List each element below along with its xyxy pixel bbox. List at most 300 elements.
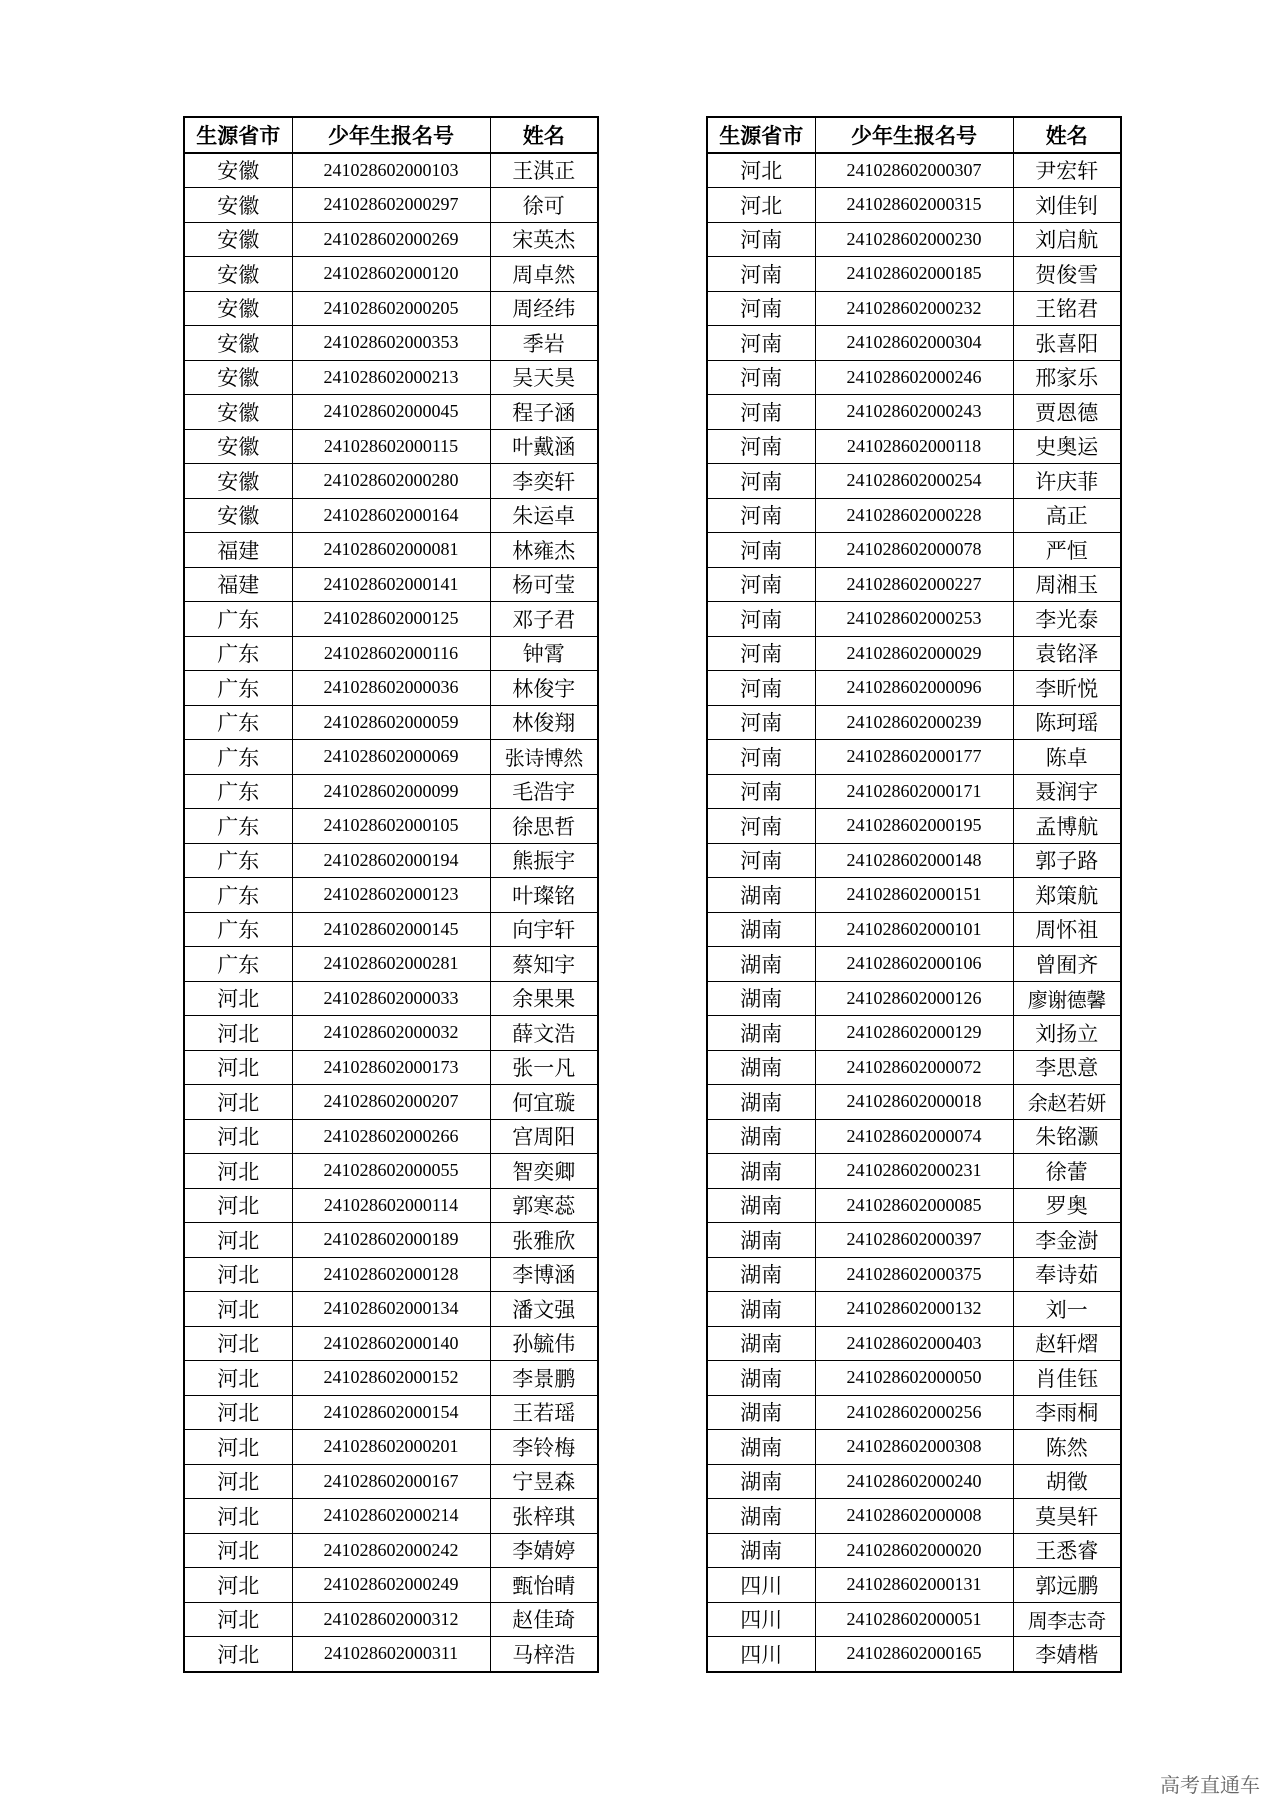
cell-number: 241028602000018: [815, 1085, 1013, 1120]
table-row: [707, 636, 1121, 671]
cell-name: 智奕卿: [490, 1154, 598, 1189]
cell-number: 241028602000207: [292, 1085, 490, 1120]
table-row: [707, 291, 1121, 326]
cell-province: 湖南: [707, 1361, 815, 1396]
cell-province: 湖南: [707, 1223, 815, 1258]
cell-name: 徐可: [490, 188, 598, 223]
table-row: [184, 947, 598, 982]
cell-province: 河南: [707, 843, 815, 878]
header-number: 少年生报名号: [292, 117, 490, 153]
cell-number: 241028602000253: [815, 602, 1013, 637]
table-row: [184, 1637, 598, 1672]
header-number: 少年生报名号: [815, 117, 1013, 153]
cell-name: 向宇轩: [490, 912, 598, 947]
cell-number: 241028602000099: [292, 774, 490, 809]
cell-number: 241028602000201: [292, 1430, 490, 1465]
cell-number: 241028602000072: [815, 1050, 1013, 1085]
table-row: [184, 878, 598, 913]
cell-number: 241028602000307: [815, 153, 1013, 188]
table-row: [184, 1188, 598, 1223]
table-row: [184, 153, 598, 188]
table-row: [707, 1016, 1121, 1051]
cell-province: 湖南: [707, 1464, 815, 1499]
cell-number: 241028602000103: [292, 153, 490, 188]
table-header-row: [707, 117, 1121, 153]
cell-number: 241028602000045: [292, 395, 490, 430]
cell-number: 241028602000008: [815, 1499, 1013, 1534]
cell-name: 尹宏轩: [1013, 153, 1121, 188]
cell-number: 241028602000118: [815, 429, 1013, 464]
cell-province: 河北: [184, 1257, 292, 1292]
cell-number: 241028602000050: [815, 1361, 1013, 1396]
cell-number: 241028602000151: [815, 878, 1013, 913]
table-row: [707, 1430, 1121, 1465]
cell-province: 湖南: [707, 1257, 815, 1292]
cell-name: 刘扬立: [1013, 1016, 1121, 1051]
cell-number: 241028602000128: [292, 1257, 490, 1292]
cell-number: 241028602000152: [292, 1361, 490, 1396]
cell-name: 甄怡晴: [490, 1568, 598, 1603]
cell-province: 河北: [184, 1533, 292, 1568]
table-row: [707, 1361, 1121, 1396]
cell-name: 王淇正: [490, 153, 598, 188]
table-row: [184, 291, 598, 326]
cell-number: 241028602000069: [292, 740, 490, 775]
cell-province: 安徽: [184, 153, 292, 188]
cell-name: 曾囿齐: [1013, 947, 1121, 982]
cell-number: 241028602000280: [292, 464, 490, 499]
cell-province: 广东: [184, 774, 292, 809]
cell-number: 241028602000232: [815, 291, 1013, 326]
cell-province: 湖南: [707, 981, 815, 1016]
cell-name: 李光泰: [1013, 602, 1121, 637]
cell-number: 241028602000231: [815, 1154, 1013, 1189]
cell-name: 袁铭泽: [1013, 636, 1121, 671]
cell-number: 241028602000189: [292, 1223, 490, 1258]
table-row: [707, 1637, 1121, 1672]
cell-number: 241028602000020: [815, 1533, 1013, 1568]
header-name: 姓名: [1013, 117, 1121, 153]
header-province: 生源省市: [184, 117, 292, 153]
table-row: [184, 981, 598, 1016]
cell-name: 李昕悦: [1013, 671, 1121, 706]
cell-name: 李景鹏: [490, 1361, 598, 1396]
watermark-text: 高考直通车: [1160, 1773, 1260, 1797]
cell-province: 河南: [707, 602, 815, 637]
table-row: [707, 326, 1121, 361]
cell-province: 广东: [184, 912, 292, 947]
cell-name: 李金澍: [1013, 1223, 1121, 1258]
cell-province: 安徽: [184, 360, 292, 395]
table-row: [707, 981, 1121, 1016]
cell-name: 李雨桐: [1013, 1395, 1121, 1430]
cell-name: 宋英杰: [490, 222, 598, 257]
table-row: [707, 843, 1121, 878]
cell-name: 郑策航: [1013, 878, 1121, 913]
cell-name: 陈然: [1013, 1430, 1121, 1465]
cell-name: 叶璨铭: [490, 878, 598, 913]
cell-province: 广东: [184, 705, 292, 740]
table-row: [184, 1085, 598, 1120]
table-row: [184, 1464, 598, 1499]
cell-province: 河北: [184, 1361, 292, 1396]
cell-number: 241028602000032: [292, 1016, 490, 1051]
table-row: [707, 533, 1121, 568]
table-row: [184, 705, 598, 740]
table-row: [707, 1050, 1121, 1085]
cell-province: 河南: [707, 360, 815, 395]
table-row: [707, 1085, 1121, 1120]
table-row: [184, 257, 598, 292]
cell-number: 241028602000129: [815, 1016, 1013, 1051]
cell-number: 241028602000312: [292, 1602, 490, 1637]
cell-name: 张喜阳: [1013, 326, 1121, 361]
cell-number: 241028602000106: [815, 947, 1013, 982]
cell-number: 241028602000256: [815, 1395, 1013, 1430]
cell-name: 奉诗茹: [1013, 1257, 1121, 1292]
table-row: [707, 1568, 1121, 1603]
table-row: [184, 188, 598, 223]
cell-name: 肖佳钰: [1013, 1361, 1121, 1396]
cell-province: 河北: [184, 1085, 292, 1120]
cell-name: 马梓浩: [490, 1637, 598, 1672]
cell-name: 李奕轩: [490, 464, 598, 499]
cell-name: 林俊翔: [490, 705, 598, 740]
cell-name: 杨可莹: [490, 567, 598, 602]
cell-province: 安徽: [184, 429, 292, 464]
header-name: 姓名: [490, 117, 598, 153]
cell-province: 湖南: [707, 1430, 815, 1465]
cell-number: 241028602000167: [292, 1464, 490, 1499]
table-row: [707, 912, 1121, 947]
cell-name: 徐蕾: [1013, 1154, 1121, 1189]
table-header-row: [184, 117, 598, 153]
cell-province: 湖南: [707, 1016, 815, 1051]
cell-number: 241028602000266: [292, 1119, 490, 1154]
table-row: [184, 395, 598, 430]
cell-province: 河北: [184, 1602, 292, 1637]
roster-body-left: [184, 153, 598, 1672]
table-row: [707, 257, 1121, 292]
cell-name: 周湘玉: [1013, 567, 1121, 602]
cell-name: 王铭君: [1013, 291, 1121, 326]
cell-number: 241028602000123: [292, 878, 490, 913]
cell-name: 邓子君: [490, 602, 598, 637]
cell-province: 河南: [707, 429, 815, 464]
cell-name: 孙毓伟: [490, 1326, 598, 1361]
table-row: [707, 395, 1121, 430]
roster-body-right: [707, 153, 1121, 1672]
cell-number: 241028602000281: [292, 947, 490, 982]
cell-number: 241028602000304: [815, 326, 1013, 361]
cell-name: 熊振宇: [490, 843, 598, 878]
table-row: [184, 1395, 598, 1430]
cell-province: 河北: [184, 1430, 292, 1465]
cell-number: 241028602000164: [292, 498, 490, 533]
table-row: [184, 498, 598, 533]
cell-province: 河南: [707, 498, 815, 533]
cell-number: 241028602000205: [292, 291, 490, 326]
cell-number: 241028602000036: [292, 671, 490, 706]
cell-name: 蔡知宇: [490, 947, 598, 982]
cell-province: 河北: [184, 1464, 292, 1499]
table-row: [707, 567, 1121, 602]
cell-province: 河北: [184, 1119, 292, 1154]
cell-number: 241028602000085: [815, 1188, 1013, 1223]
table-row: [707, 809, 1121, 844]
cell-name: 胡徵: [1013, 1464, 1121, 1499]
cell-province: 河南: [707, 636, 815, 671]
cell-number: 241028602000114: [292, 1188, 490, 1223]
cell-number: 241028602000353: [292, 326, 490, 361]
cell-name: 林俊宇: [490, 671, 598, 706]
cell-name: 吴天昊: [490, 360, 598, 395]
cell-number: 241028602000165: [815, 1637, 1013, 1672]
cell-name: 郭寒蕊: [490, 1188, 598, 1223]
table-row: [184, 1119, 598, 1154]
cell-province: 河南: [707, 257, 815, 292]
cell-name: 张雅欣: [490, 1223, 598, 1258]
cell-name: 林雍杰: [490, 533, 598, 568]
cell-name: 潘文强: [490, 1292, 598, 1327]
cell-name: 廖谢德馨: [1013, 981, 1121, 1016]
cell-name: 聂润宇: [1013, 774, 1121, 809]
cell-name: 陈卓: [1013, 740, 1121, 775]
cell-province: 湖南: [707, 1085, 815, 1120]
cell-name: 刘启航: [1013, 222, 1121, 257]
cell-number: 241028602000029: [815, 636, 1013, 671]
cell-name: 莫昊轩: [1013, 1499, 1121, 1534]
cell-name: 贾恩德: [1013, 395, 1121, 430]
cell-name: 郭子路: [1013, 843, 1121, 878]
cell-province: 安徽: [184, 257, 292, 292]
table-row: [184, 1499, 598, 1534]
cell-number: 241028602000185: [815, 257, 1013, 292]
table-row: [184, 671, 598, 706]
cell-number: 241028602000126: [815, 981, 1013, 1016]
cell-province: 湖南: [707, 1119, 815, 1154]
cell-province: 河北: [184, 1050, 292, 1085]
cell-province: 河南: [707, 567, 815, 602]
cell-number: 241028602000120: [292, 257, 490, 292]
table-row: [707, 740, 1121, 775]
cell-number: 241028602000173: [292, 1050, 490, 1085]
table-row: [184, 740, 598, 775]
cell-province: 广东: [184, 671, 292, 706]
cell-number: 241028602000254: [815, 464, 1013, 499]
cell-number: 241028602000243: [815, 395, 1013, 430]
table-row: [184, 843, 598, 878]
table-row: [184, 1361, 598, 1396]
cell-number: 241028602000246: [815, 360, 1013, 395]
table-row: [707, 1326, 1121, 1361]
cell-province: 广东: [184, 878, 292, 913]
table-row: [184, 567, 598, 602]
cell-name: 邢家乐: [1013, 360, 1121, 395]
cell-province: 河北: [184, 1326, 292, 1361]
table-row: [184, 1050, 598, 1085]
cell-number: 241028602000145: [292, 912, 490, 947]
cell-province: 湖南: [707, 1533, 815, 1568]
cell-province: 湖南: [707, 1499, 815, 1534]
cell-name: 宁昱森: [490, 1464, 598, 1499]
table-row: [707, 188, 1121, 223]
table-row: [184, 1016, 598, 1051]
table-row: [184, 1430, 598, 1465]
table-row: [184, 1257, 598, 1292]
cell-province: 河南: [707, 671, 815, 706]
cell-name: 史奥运: [1013, 429, 1121, 464]
cell-number: 241028602000096: [815, 671, 1013, 706]
table-row: [184, 1326, 598, 1361]
table-row: [184, 1223, 598, 1258]
table-row: [184, 222, 598, 257]
cell-name: 徐思哲: [490, 809, 598, 844]
cell-name: 何宜璇: [490, 1085, 598, 1120]
cell-number: 241028602000311: [292, 1637, 490, 1672]
table-row: [184, 1602, 598, 1637]
table-row: [707, 429, 1121, 464]
cell-province: 四川: [707, 1568, 815, 1603]
cell-province: 河南: [707, 533, 815, 568]
cell-province: 湖南: [707, 878, 815, 913]
cell-number: 241028602000214: [292, 1499, 490, 1534]
cell-name: 张诗博然: [490, 740, 598, 775]
table-row: [184, 326, 598, 361]
cell-name: 贺俊雪: [1013, 257, 1121, 292]
table-row: [707, 1257, 1121, 1292]
cell-number: 241028602000308: [815, 1430, 1013, 1465]
cell-number: 241028602000269: [292, 222, 490, 257]
table-row: [707, 705, 1121, 740]
cell-province: 湖南: [707, 1188, 815, 1223]
cell-province: 湖南: [707, 912, 815, 947]
cell-province: 河南: [707, 774, 815, 809]
cell-province: 河北: [184, 1016, 292, 1051]
table-row: [707, 1499, 1121, 1534]
cell-name: 毛浩宇: [490, 774, 598, 809]
cell-province: 湖南: [707, 1395, 815, 1430]
cell-province: 河北: [184, 1188, 292, 1223]
cell-province: 河北: [184, 1395, 292, 1430]
cell-number: 241028602000240: [815, 1464, 1013, 1499]
cell-number: 241028602000228: [815, 498, 1013, 533]
cell-name: 程子涵: [490, 395, 598, 430]
cell-number: 241028602000194: [292, 843, 490, 878]
cell-province: 河南: [707, 809, 815, 844]
cell-name: 李思意: [1013, 1050, 1121, 1085]
cell-province: 河南: [707, 222, 815, 257]
cell-name: 钟霄: [490, 636, 598, 671]
cell-number: 241028602000397: [815, 1223, 1013, 1258]
table-row: [707, 878, 1121, 913]
cell-province: 河南: [707, 395, 815, 430]
cell-name: 朱铭灏: [1013, 1119, 1121, 1154]
cell-name: 李婧婷: [490, 1533, 598, 1568]
cell-number: 241028602000134: [292, 1292, 490, 1327]
table-row: [707, 1395, 1121, 1430]
cell-name: 严恒: [1013, 533, 1121, 568]
cell-name: 高正: [1013, 498, 1121, 533]
table-row: [184, 533, 598, 568]
cell-name: 张一凡: [490, 1050, 598, 1085]
cell-province: 河北: [184, 981, 292, 1016]
cell-province: 广东: [184, 602, 292, 637]
cell-number: 241028602000141: [292, 567, 490, 602]
table-row: [184, 464, 598, 499]
cell-province: 河南: [707, 705, 815, 740]
cell-province: 河北: [184, 1223, 292, 1258]
cell-number: 241028602000315: [815, 188, 1013, 223]
cell-name: 叶戴涵: [490, 429, 598, 464]
table-row: [184, 1292, 598, 1327]
cell-province: 湖南: [707, 1326, 815, 1361]
cell-name: 周经纬: [490, 291, 598, 326]
cell-number: 241028602000131: [815, 1568, 1013, 1603]
cell-number: 241028602000033: [292, 981, 490, 1016]
cell-province: 安徽: [184, 498, 292, 533]
cell-province: 广东: [184, 947, 292, 982]
cell-province: 安徽: [184, 222, 292, 257]
cell-number: 241028602000059: [292, 705, 490, 740]
cell-number: 241028602000055: [292, 1154, 490, 1189]
table-row: [707, 602, 1121, 637]
table-row: [184, 1154, 598, 1189]
cell-province: 河南: [707, 464, 815, 499]
cell-name: 张梓琪: [490, 1499, 598, 1534]
cell-province: 河南: [707, 291, 815, 326]
cell-number: 241028602000101: [815, 912, 1013, 947]
cell-name: 余赵若妍: [1013, 1085, 1121, 1120]
cell-province: 河北: [707, 188, 815, 223]
cell-province: 河北: [184, 1568, 292, 1603]
cell-number: 241028602000105: [292, 809, 490, 844]
cell-province: 湖南: [707, 1050, 815, 1085]
table-row: [707, 1119, 1121, 1154]
table-row: [707, 1292, 1121, 1327]
cell-name: 刘佳钊: [1013, 188, 1121, 223]
table-row: [707, 360, 1121, 395]
cell-number: 241028602000078: [815, 533, 1013, 568]
header-province: 生源省市: [707, 117, 815, 153]
cell-number: 241028602000132: [815, 1292, 1013, 1327]
cell-province: 安徽: [184, 291, 292, 326]
cell-province: 四川: [707, 1602, 815, 1637]
cell-number: 241028602000249: [292, 1568, 490, 1603]
cell-province: 安徽: [184, 395, 292, 430]
table-row: [184, 912, 598, 947]
cell-number: 241028602000081: [292, 533, 490, 568]
cell-name: 刘一: [1013, 1292, 1121, 1327]
cell-number: 241028602000375: [815, 1257, 1013, 1292]
cell-name: 朱运卓: [490, 498, 598, 533]
cell-number: 241028602000239: [815, 705, 1013, 740]
cell-name: 周李志奇: [1013, 1602, 1121, 1637]
cell-name: 王悉睿: [1013, 1533, 1121, 1568]
cell-name: 孟博航: [1013, 809, 1121, 844]
table-row: [707, 1188, 1121, 1223]
cell-name: 罗奥: [1013, 1188, 1121, 1223]
roster-table-right: [706, 116, 1122, 1673]
table-row: [707, 1464, 1121, 1499]
table-row: [707, 222, 1121, 257]
cell-number: 241028602000403: [815, 1326, 1013, 1361]
table-row: [707, 1154, 1121, 1189]
cell-number: 241028602000195: [815, 809, 1013, 844]
cell-name: 周卓然: [490, 257, 598, 292]
cell-province: 河北: [184, 1499, 292, 1534]
cell-province: 广东: [184, 809, 292, 844]
